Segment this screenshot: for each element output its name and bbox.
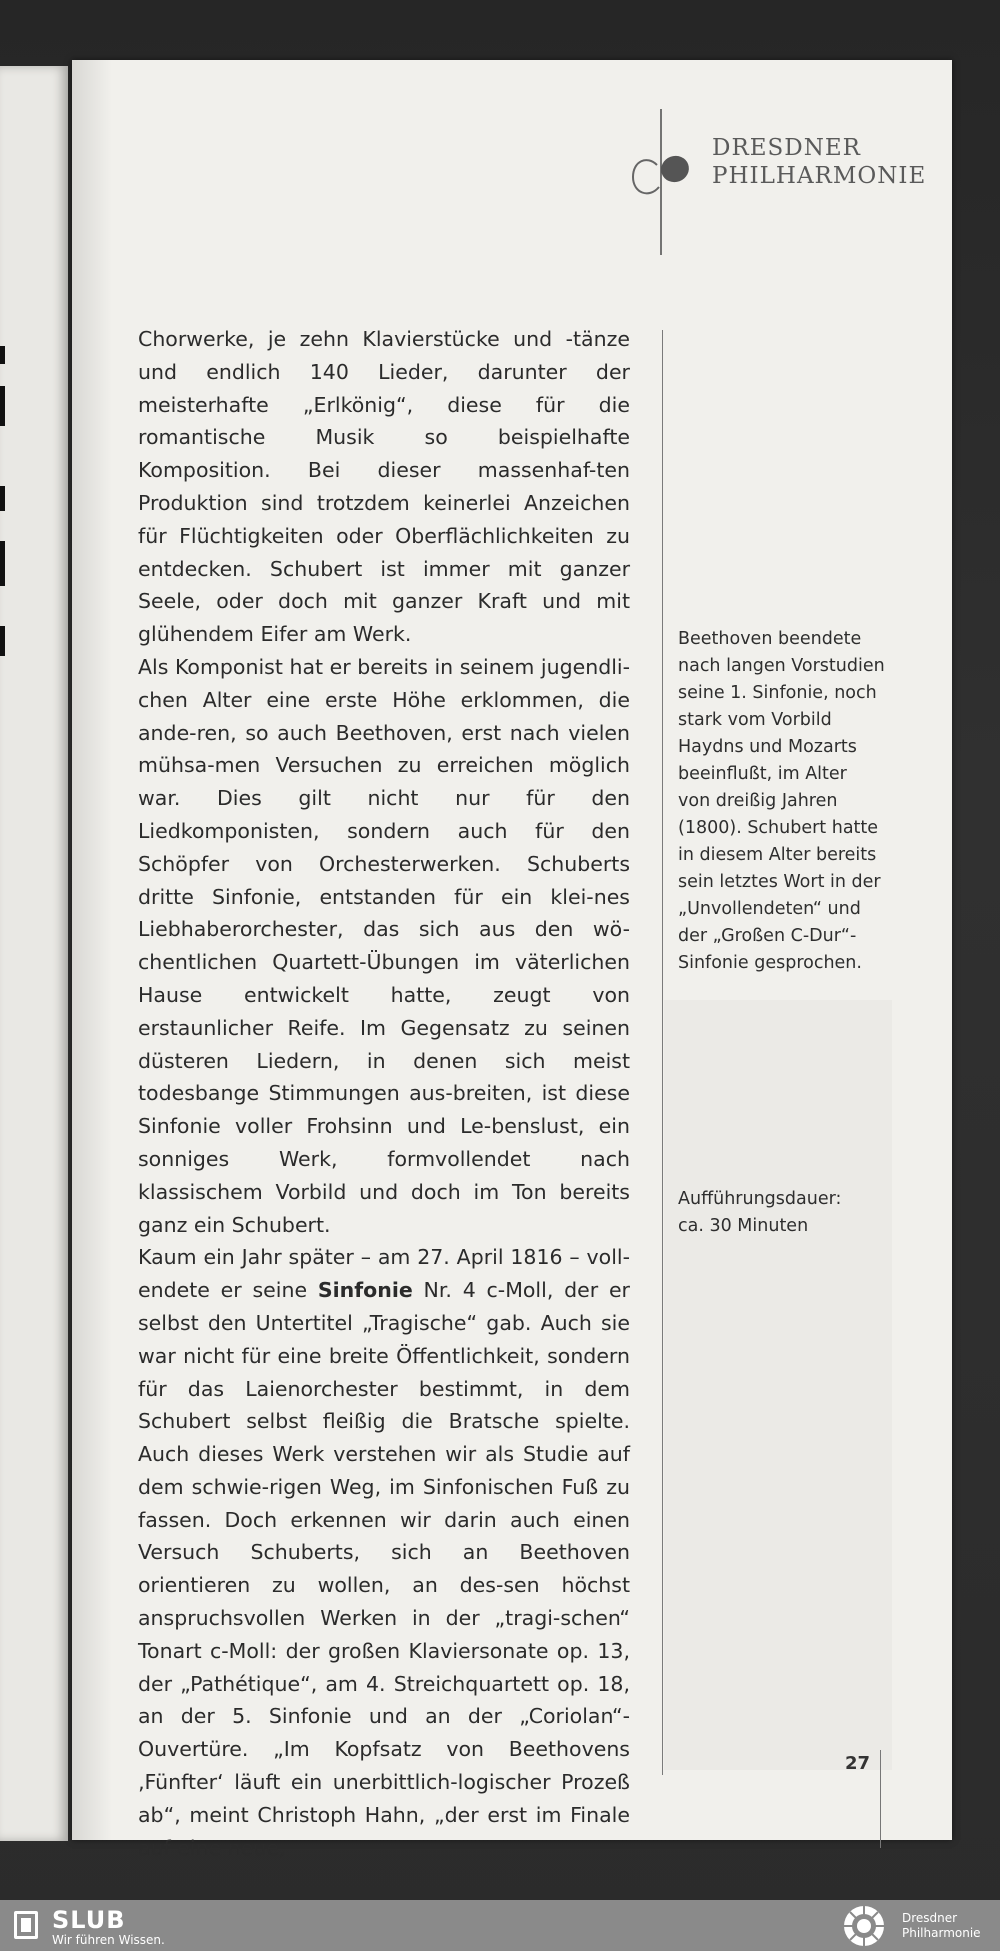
sidebar-note: [678, 626, 908, 977]
text-line: beispielhafte Komposition. Bei dieser massenhaf-: [138, 425, 630, 483]
text-line: auch für den Schöpfer von Orchesterwerken.: [138, 818, 630, 876]
text-line: ren, so auch Beethoven, erst nach vielen mühsa-: [138, 720, 630, 778]
text-line: breiten, ist diese Sinfonie voller Frohsinn und Le-: [138, 1081, 630, 1139]
text-line: endete er seine: [138, 1278, 318, 1303]
text-line: Ouvertüre. „Im Kopfsatz von Beethovens ‚Fünfter‘: [138, 1737, 630, 1795]
logo-wordmark: [712, 134, 926, 190]
text-line: ten Produktion sind trotzdem keinerlei Anzeichen: [138, 458, 630, 515]
sidebar-line: Sinfonie gesprochen.: [678, 953, 862, 973]
page-number: 27: [845, 1753, 871, 1774]
text-line: klassischem Vorbild und doch im Ton bereits: [138, 1179, 630, 1204]
text-line: oder doch mit ganzer Kraft und mit glühendem: [138, 589, 630, 647]
text-line: Werk verstehen wir als Studie auf dem schwie-: [138, 1442, 630, 1499]
text-line: Hause entwickelt hatte, zeugt von erstaunlicher: [138, 982, 630, 1040]
text-line: Nr. 4 c-Moll, der er: [412, 1278, 630, 1303]
document-page: [72, 60, 952, 1860]
slub-logo-icon[interactable]: [14, 1911, 38, 1939]
duration-label: Aufführungsdauer:: [678, 1189, 842, 1209]
text-line: Eifer am Werk.: [260, 622, 412, 647]
text-line: schen“ Tonart c-Moll: der großen Klaviersonate: [138, 1606, 630, 1663]
paragraph-2: [138, 651, 630, 1241]
text-line: nes Liebhaberorchester, das sich aus den wö-: [138, 884, 630, 942]
text-line: läuft ein unerbittlich-logischer Prozeß ab“, meint: [138, 1770, 630, 1827]
paragraph-1: [138, 323, 630, 651]
sidebar-line: von dreißig Jahren: [678, 791, 838, 811]
performance-duration: [678, 1186, 908, 1240]
text-line: sen höchst anspruchsvollen Werken in der „tragi-: [138, 1573, 630, 1631]
text-line: endlich 140 Lieder, darunter der meisterhafte: [138, 359, 630, 417]
text-line: Schuberts dritte Sinfonie, entstanden für ein klei-: [138, 851, 630, 909]
text-line: Christoph Hahn, „der erst im Finale auf eine neue,: [138, 1802, 630, 1860]
logo-line-1: DRESDNER: [712, 135, 861, 161]
left-page-mark: [0, 541, 5, 586]
page-gutter-shadow: [72, 60, 112, 1840]
left-page-mark: [0, 386, 5, 426]
text-line: für Flüchtigkeiten oder Oberflächlichkeiten zu: [138, 523, 630, 548]
sidebar-line: der „Großen C-Dur“-: [678, 926, 857, 946]
sidebar-line: Haydns und Mozarts: [678, 737, 857, 757]
sidebar-line: sein letztes Wort in der: [678, 872, 881, 892]
dresdner-philharmonie-name: [902, 1911, 981, 1941]
text-line: Kaum ein Jahr später – am 27. April 1816 – voll-: [138, 1245, 630, 1270]
slub-tagline: Wir führen Wissen.: [52, 1933, 165, 1947]
left-page-mark: [0, 626, 5, 656]
dp-name-line-2: Philharmonie: [902, 1926, 981, 1940]
text-line: in denen sich meist todesbange Stimmungen aus-: [138, 1048, 630, 1106]
text-line: selbst den Untertitel „Tragische“ gab. Auch sie: [138, 1310, 630, 1335]
text-line: Als Komponist hat er bereits in seinem jugendli-: [138, 654, 630, 679]
sidebar-line: seine 1. Sinfonie, noch: [678, 683, 877, 703]
paragraph-3: [138, 1241, 630, 1864]
logo-line-2: PHILHARMONIE: [712, 163, 927, 189]
text-line: op. 13, der „Pathétique“, am 4. Streichquartett: [138, 1638, 630, 1696]
text-line: sich an Beethoven orientieren zu wollen, an des-: [138, 1540, 630, 1598]
text-line: gilt nicht nur für den Liedkomponisten, sondern: [138, 786, 630, 843]
text-line: Chorwerke, je zehn Klavierstücke und -tänze und: [138, 327, 630, 384]
dp-name-line-1: Dresdner: [902, 1911, 958, 1925]
text-line: Reife. Im Gegensatz zu seinen düsteren Liedern,: [138, 1015, 630, 1073]
main-text-column: [138, 323, 630, 1864]
left-page-mark: [0, 486, 5, 511]
slub-name[interactable]: SLUB: [52, 1906, 126, 1934]
paper-show-through: [664, 1000, 892, 1770]
sidebar-line: „Unvollendeten“ und: [678, 899, 861, 919]
bold-term: Sinfonie: [317, 1278, 413, 1303]
text-line: rigen Weg, im Sinfonischen Fuß zu fassen. Doch: [138, 1474, 630, 1532]
text-line: war nicht für eine breite Öffentlichkeit, sondern: [138, 1343, 630, 1368]
text-line: entdecken. Schubert ist immer mit ganzer Seele,: [138, 556, 630, 614]
sidebar-line: in diesem Alter bereits: [678, 845, 877, 865]
text-line: für das Laienorchester bestimmt, in dem Schubert: [138, 1376, 630, 1434]
dresdner-philharmonie-badge-icon[interactable]: [842, 1904, 886, 1948]
sidebar-line: Beethoven beendete: [678, 629, 862, 649]
text-line: benslust, ein sonniges Werk, formvollendet nach: [138, 1114, 630, 1171]
page-number-rule: [880, 1750, 881, 1848]
text-line: op. 18, an der 5. Sinfonie und an der „Coriolan“-: [138, 1671, 630, 1729]
text-line: chentlichen Quartett-Übungen im väterlichen: [138, 950, 630, 975]
text-line: selbst fleißig die Bratsche spielte. Auch dieses: [138, 1409, 630, 1467]
text-line: chen Alter eine erste Höhe erklommen, die ande-: [138, 687, 630, 745]
duration-value: ca. 30 Minuten: [678, 1216, 809, 1236]
text-line: „Erlkönig“, diese für die romantische Musik so: [138, 392, 630, 450]
sidebar-line: stark vom Vorbild: [678, 710, 832, 730]
sidebar-line: beeinflußt, im Alter: [678, 764, 847, 784]
text-line: men Versuchen zu erreichen möglich war. Dies: [138, 753, 630, 811]
text-line: erkennen wir darin auch einen Versuch Schuberts,: [138, 1507, 630, 1565]
left-page-mark: [0, 346, 5, 364]
left-facing-page: [0, 66, 68, 1841]
text-line: ganz ein Schubert.: [138, 1212, 331, 1237]
dresdner-philharmonie-logo-icon: [627, 105, 697, 260]
sidebar-line: nach langen Vorstudien: [678, 656, 885, 676]
sidebar-line: (1800). Schubert hatte: [678, 818, 879, 838]
column-divider: [662, 330, 663, 1775]
viewer-footer-bar: [0, 1900, 1000, 1951]
